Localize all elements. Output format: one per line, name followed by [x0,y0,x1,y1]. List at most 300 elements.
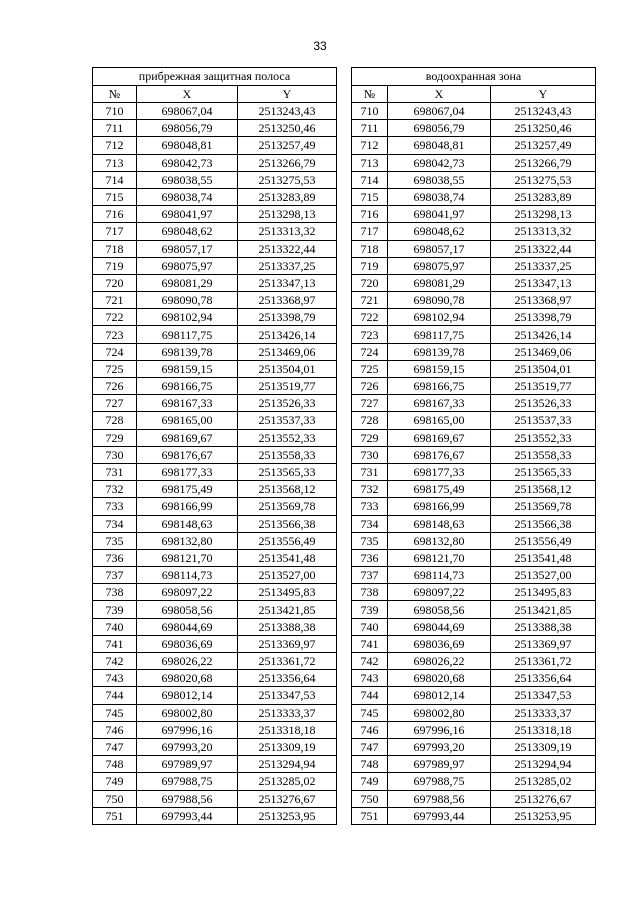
y-coordinate-cell: 2513318,18 [238,721,337,738]
table-row [93,429,596,446]
table-row [93,412,596,429]
column-header-x: X [137,85,238,103]
x-coordinate-cell: 698002,80 [137,704,238,721]
point-number-cell: 721 [352,292,388,309]
y-coordinate-cell: 2513313,32 [238,223,337,240]
table-row [93,773,596,790]
table-gap [337,498,352,515]
table-row [93,756,596,773]
point-number-cell: 725 [93,360,137,377]
x-coordinate-cell: 698102,94 [137,309,238,326]
point-number-cell: 711 [352,120,388,137]
page-number: 33 [313,39,327,53]
point-number-cell: 721 [93,292,137,309]
point-number-cell: 715 [93,188,137,205]
point-number-cell: 731 [93,463,137,480]
point-number-cell: 745 [93,704,137,721]
point-number-cell: 720 [93,274,137,291]
table-row [93,670,596,687]
x-coordinate-cell: 698148,63 [137,515,238,532]
point-number-cell: 743 [352,670,388,687]
table-row [93,567,596,584]
point-number-cell: 712 [93,137,137,154]
table-gap [337,171,352,188]
y-coordinate-cell: 2513421,85 [491,601,596,618]
point-number-cell: 718 [352,240,388,257]
x-coordinate-cell: 698026,22 [388,653,491,670]
y-coordinate-cell: 2513469,06 [491,343,596,360]
y-coordinate-cell: 2513566,38 [238,515,337,532]
y-coordinate-cell: 2513552,33 [491,429,596,446]
point-number-cell: 751 [352,807,388,824]
table-row [93,137,596,154]
point-number-cell: 748 [93,756,137,773]
table-row [93,188,596,205]
x-coordinate-cell: 698132,80 [137,532,238,549]
x-coordinate-cell: 698166,75 [388,378,491,395]
table-gap [337,446,352,463]
y-coordinate-cell: 2513495,83 [238,584,337,601]
y-coordinate-cell: 2513526,33 [238,395,337,412]
y-coordinate-cell: 2513322,44 [238,240,337,257]
x-coordinate-cell: 698121,70 [388,549,491,566]
point-number-cell: 742 [93,653,137,670]
table-row [93,223,596,240]
y-coordinate-cell: 2513257,49 [238,137,337,154]
table-gap [337,257,352,274]
y-coordinate-cell: 2513347,13 [491,274,596,291]
point-number-cell: 713 [93,154,137,171]
y-coordinate-cell: 2513565,33 [238,463,337,480]
x-coordinate-cell: 698012,14 [388,687,491,704]
table-row [93,360,596,377]
x-coordinate-cell: 698175,49 [137,481,238,498]
x-coordinate-cell: 698117,75 [137,326,238,343]
table-row [93,463,596,480]
table-gap [337,790,352,807]
table-gap [337,687,352,704]
table-row [93,240,596,257]
x-coordinate-cell: 698075,97 [137,257,238,274]
table-gap [337,85,352,103]
point-number-cell: 745 [352,704,388,721]
x-coordinate-cell: 698048,62 [388,223,491,240]
table-gap [337,463,352,480]
x-coordinate-cell: 698166,75 [137,378,238,395]
point-number-cell: 714 [93,171,137,188]
y-coordinate-cell: 2513537,33 [238,412,337,429]
x-coordinate-cell: 697988,75 [137,773,238,790]
point-number-cell: 736 [352,549,388,566]
x-coordinate-cell: 698132,80 [388,532,491,549]
x-coordinate-cell: 698020,68 [388,670,491,687]
point-number-cell: 746 [93,721,137,738]
table-row [93,584,596,601]
y-coordinate-cell: 2513541,48 [491,549,596,566]
point-number-cell: 731 [352,463,388,480]
y-coordinate-cell: 2513556,49 [238,532,337,549]
table-gap [337,360,352,377]
point-number-cell: 726 [93,378,137,395]
y-coordinate-cell: 2513285,02 [238,773,337,790]
point-number-cell: 710 [352,103,388,120]
y-coordinate-cell: 2513504,01 [491,360,596,377]
x-coordinate-cell: 698044,69 [388,618,491,635]
point-number-cell: 710 [93,103,137,120]
table-row [93,515,596,532]
point-number-cell: 717 [93,223,137,240]
y-coordinate-cell: 2513322,44 [491,240,596,257]
y-coordinate-cell: 2513568,12 [238,481,337,498]
y-coordinate-cell: 2513275,53 [491,171,596,188]
table-row [93,653,596,670]
point-number-cell: 742 [352,653,388,670]
x-coordinate-cell: 698036,69 [388,635,491,652]
table-row [93,171,596,188]
coordinates-table [92,67,596,825]
point-number-cell: 730 [352,446,388,463]
y-coordinate-cell: 2513504,01 [238,360,337,377]
x-coordinate-cell: 698038,55 [137,171,238,188]
point-number-cell: 727 [93,395,137,412]
point-number-cell: 732 [93,481,137,498]
table-gap [337,395,352,412]
point-number-cell: 716 [352,206,388,223]
x-coordinate-cell: 698114,73 [388,567,491,584]
x-coordinate-cell: 698177,33 [388,463,491,480]
point-number-cell: 728 [352,412,388,429]
column-header-row [93,85,596,103]
point-number-cell: 722 [352,309,388,326]
y-coordinate-cell: 2513276,67 [491,790,596,807]
x-coordinate-cell: 698042,73 [137,154,238,171]
table-row [93,309,596,326]
point-number-cell: 711 [93,120,137,137]
table-row [93,790,596,807]
x-coordinate-cell: 698090,78 [137,292,238,309]
table-gap [337,240,352,257]
x-coordinate-cell: 698038,74 [137,188,238,205]
x-coordinate-cell: 698041,97 [137,206,238,223]
point-number-cell: 738 [93,584,137,601]
table-gap [337,738,352,755]
point-number-cell: 735 [352,532,388,549]
x-coordinate-cell: 698166,99 [137,498,238,515]
point-number-cell: 750 [352,790,388,807]
table-gap [337,515,352,532]
x-coordinate-cell: 698165,00 [137,412,238,429]
x-coordinate-cell: 698177,33 [137,463,238,480]
table-gap [337,635,352,652]
y-coordinate-cell: 2513398,79 [238,309,337,326]
y-coordinate-cell: 2513283,89 [491,188,596,205]
table-gap [337,567,352,584]
y-coordinate-cell: 2513361,72 [238,653,337,670]
table-gap [337,704,352,721]
point-number-cell: 739 [93,601,137,618]
point-number-cell: 751 [93,807,137,824]
table-gap [337,309,352,326]
y-coordinate-cell: 2513558,33 [238,446,337,463]
y-coordinate-cell: 2513276,67 [238,790,337,807]
x-coordinate-cell: 698169,67 [388,429,491,446]
table-gap [337,670,352,687]
y-coordinate-cell: 2513569,78 [238,498,337,515]
x-coordinate-cell: 698067,04 [137,103,238,120]
table-gap [337,137,352,154]
water-protection-zone-title: водоохранная зона [352,68,596,86]
table-row [93,292,596,309]
y-coordinate-cell: 2513266,79 [238,154,337,171]
x-coordinate-cell: 697996,16 [388,721,491,738]
x-coordinate-cell: 697988,75 [388,773,491,790]
point-number-cell: 717 [352,223,388,240]
point-number-cell: 716 [93,206,137,223]
table-gap [337,154,352,171]
point-number-cell: 750 [93,790,137,807]
x-coordinate-cell: 698167,33 [388,395,491,412]
x-coordinate-cell: 697996,16 [137,721,238,738]
y-coordinate-cell: 2513568,12 [491,481,596,498]
point-number-cell: 737 [93,567,137,584]
table-row [93,154,596,171]
point-number-cell: 743 [93,670,137,687]
point-number-cell: 737 [352,567,388,584]
point-number-cell: 726 [352,378,388,395]
table-gap [337,584,352,601]
x-coordinate-cell: 698175,49 [388,481,491,498]
x-coordinate-cell: 697988,56 [137,790,238,807]
y-coordinate-cell: 2513283,89 [238,188,337,205]
table-row [93,532,596,549]
x-coordinate-cell: 698176,67 [137,446,238,463]
point-number-cell: 735 [93,532,137,549]
point-number-cell: 712 [352,137,388,154]
x-coordinate-cell: 697989,97 [137,756,238,773]
y-coordinate-cell: 2513250,46 [238,120,337,137]
point-number-cell: 741 [93,635,137,652]
x-coordinate-cell: 698159,15 [388,360,491,377]
y-coordinate-cell: 2513361,72 [491,653,596,670]
x-coordinate-cell: 698081,29 [388,274,491,291]
y-coordinate-cell: 2513541,48 [238,549,337,566]
point-number-cell: 727 [352,395,388,412]
point-number-cell: 728 [93,412,137,429]
point-number-cell: 723 [352,326,388,343]
x-coordinate-cell: 698048,81 [388,137,491,154]
point-number-cell: 747 [93,738,137,755]
x-coordinate-cell: 698159,15 [137,360,238,377]
y-coordinate-cell: 2513519,77 [238,378,337,395]
x-coordinate-cell: 698042,73 [388,154,491,171]
table-gap [337,274,352,291]
table-gap [337,343,352,360]
x-coordinate-cell: 698097,22 [137,584,238,601]
y-coordinate-cell: 2513275,53 [238,171,337,188]
x-coordinate-cell: 698139,78 [388,343,491,360]
point-number-cell: 719 [352,257,388,274]
y-coordinate-cell: 2513398,79 [491,309,596,326]
x-coordinate-cell: 698176,67 [388,446,491,463]
point-number-cell: 733 [352,498,388,515]
table-gap [337,653,352,670]
table-gap [337,378,352,395]
y-coordinate-cell: 2513556,49 [491,532,596,549]
table-gap [337,292,352,309]
table-title-row [93,68,596,86]
y-coordinate-cell: 2513566,38 [491,515,596,532]
table-row [93,618,596,635]
y-coordinate-cell: 2513368,97 [238,292,337,309]
y-coordinate-cell: 2513298,13 [491,206,596,223]
point-number-cell: 739 [352,601,388,618]
x-coordinate-cell: 698026,22 [137,653,238,670]
table-row [93,257,596,274]
table-row [93,738,596,755]
point-number-cell: 729 [352,429,388,446]
table-gap [337,206,352,223]
point-number-cell: 748 [352,756,388,773]
point-number-cell: 741 [352,635,388,652]
coastal-protective-strip-title: прибрежная защитная полоса [93,68,337,86]
point-number-cell: 740 [352,618,388,635]
x-coordinate-cell: 698048,62 [137,223,238,240]
table-gap [337,756,352,773]
point-number-cell: 714 [352,171,388,188]
x-coordinate-cell: 698048,81 [137,137,238,154]
table-gap [337,188,352,205]
table-row [93,395,596,412]
point-number-cell: 723 [93,326,137,343]
table-gap [337,68,352,86]
x-coordinate-cell: 698117,75 [388,326,491,343]
table-row [93,378,596,395]
y-coordinate-cell: 2513356,64 [238,670,337,687]
y-coordinate-cell: 2513309,19 [238,738,337,755]
y-coordinate-cell: 2513243,43 [491,103,596,120]
y-coordinate-cell: 2513347,13 [238,274,337,291]
point-number-cell: 733 [93,498,137,515]
table-gap [337,601,352,618]
x-coordinate-cell: 698041,97 [388,206,491,223]
table-row [93,103,596,120]
y-coordinate-cell: 2513333,37 [491,704,596,721]
x-coordinate-cell: 698097,22 [388,584,491,601]
y-coordinate-cell: 2513318,18 [491,721,596,738]
x-coordinate-cell: 697993,20 [388,738,491,755]
point-number-cell: 722 [93,309,137,326]
point-number-cell: 724 [93,343,137,360]
x-coordinate-cell: 698165,00 [388,412,491,429]
x-coordinate-cell: 698020,68 [137,670,238,687]
point-number-cell: 718 [93,240,137,257]
table-gap [337,618,352,635]
y-coordinate-cell: 2513552,33 [238,429,337,446]
table-row [93,120,596,137]
column-header-number: № [93,85,137,103]
x-coordinate-cell: 698044,69 [137,618,238,635]
table-row [93,687,596,704]
x-coordinate-cell: 697993,44 [137,807,238,824]
table-row [93,498,596,515]
table-gap [337,103,352,120]
table-row [93,549,596,566]
y-coordinate-cell: 2513347,53 [491,687,596,704]
x-coordinate-cell: 698114,73 [137,567,238,584]
table-gap [337,807,352,824]
y-coordinate-cell: 2513368,97 [491,292,596,309]
table-row [93,446,596,463]
x-coordinate-cell: 698038,74 [388,188,491,205]
point-number-cell: 736 [93,549,137,566]
table-row [93,601,596,618]
point-number-cell: 715 [352,188,388,205]
y-coordinate-cell: 2513426,14 [491,326,596,343]
table-gap [337,412,352,429]
y-coordinate-cell: 2513527,00 [491,567,596,584]
x-coordinate-cell: 698057,17 [388,240,491,257]
point-number-cell: 749 [352,773,388,790]
table-gap [337,326,352,343]
x-coordinate-cell: 698081,29 [137,274,238,291]
y-coordinate-cell: 2513388,38 [238,618,337,635]
x-coordinate-cell: 698139,78 [137,343,238,360]
y-coordinate-cell: 2513426,14 [238,326,337,343]
x-coordinate-cell: 697993,20 [137,738,238,755]
point-number-cell: 747 [352,738,388,755]
x-coordinate-cell: 698166,99 [388,498,491,515]
table-row [93,206,596,223]
x-coordinate-cell: 698012,14 [137,687,238,704]
x-coordinate-cell: 698102,94 [388,309,491,326]
y-coordinate-cell: 2513526,33 [491,395,596,412]
x-coordinate-cell: 698167,33 [137,395,238,412]
table-gap [337,549,352,566]
point-number-cell: 734 [352,515,388,532]
y-coordinate-cell: 2513558,33 [491,446,596,463]
y-coordinate-cell: 2513266,79 [491,154,596,171]
y-coordinate-cell: 2513565,33 [491,463,596,480]
y-coordinate-cell: 2513337,25 [238,257,337,274]
table-gap [337,481,352,498]
y-coordinate-cell: 2513569,78 [491,498,596,515]
table-gap [337,120,352,137]
table-row [93,481,596,498]
y-coordinate-cell: 2513250,46 [491,120,596,137]
x-coordinate-cell: 698067,04 [388,103,491,120]
point-number-cell: 713 [352,154,388,171]
column-header-y: Y [491,85,596,103]
y-coordinate-cell: 2513495,83 [491,584,596,601]
x-coordinate-cell: 698075,97 [388,257,491,274]
y-coordinate-cell: 2513369,97 [491,635,596,652]
table-gap [337,223,352,240]
point-number-cell: 719 [93,257,137,274]
x-coordinate-cell: 698058,56 [388,601,491,618]
table-gap [337,773,352,790]
y-coordinate-cell: 2513294,94 [238,756,337,773]
x-coordinate-cell: 697989,97 [388,756,491,773]
y-coordinate-cell: 2513347,53 [238,687,337,704]
point-number-cell: 740 [93,618,137,635]
y-coordinate-cell: 2513388,38 [491,618,596,635]
column-header-number: № [352,85,388,103]
x-coordinate-cell: 697993,44 [388,807,491,824]
y-coordinate-cell: 2513356,64 [491,670,596,687]
point-number-cell: 749 [93,773,137,790]
x-coordinate-cell: 698057,17 [137,240,238,257]
x-coordinate-cell: 698169,67 [137,429,238,446]
